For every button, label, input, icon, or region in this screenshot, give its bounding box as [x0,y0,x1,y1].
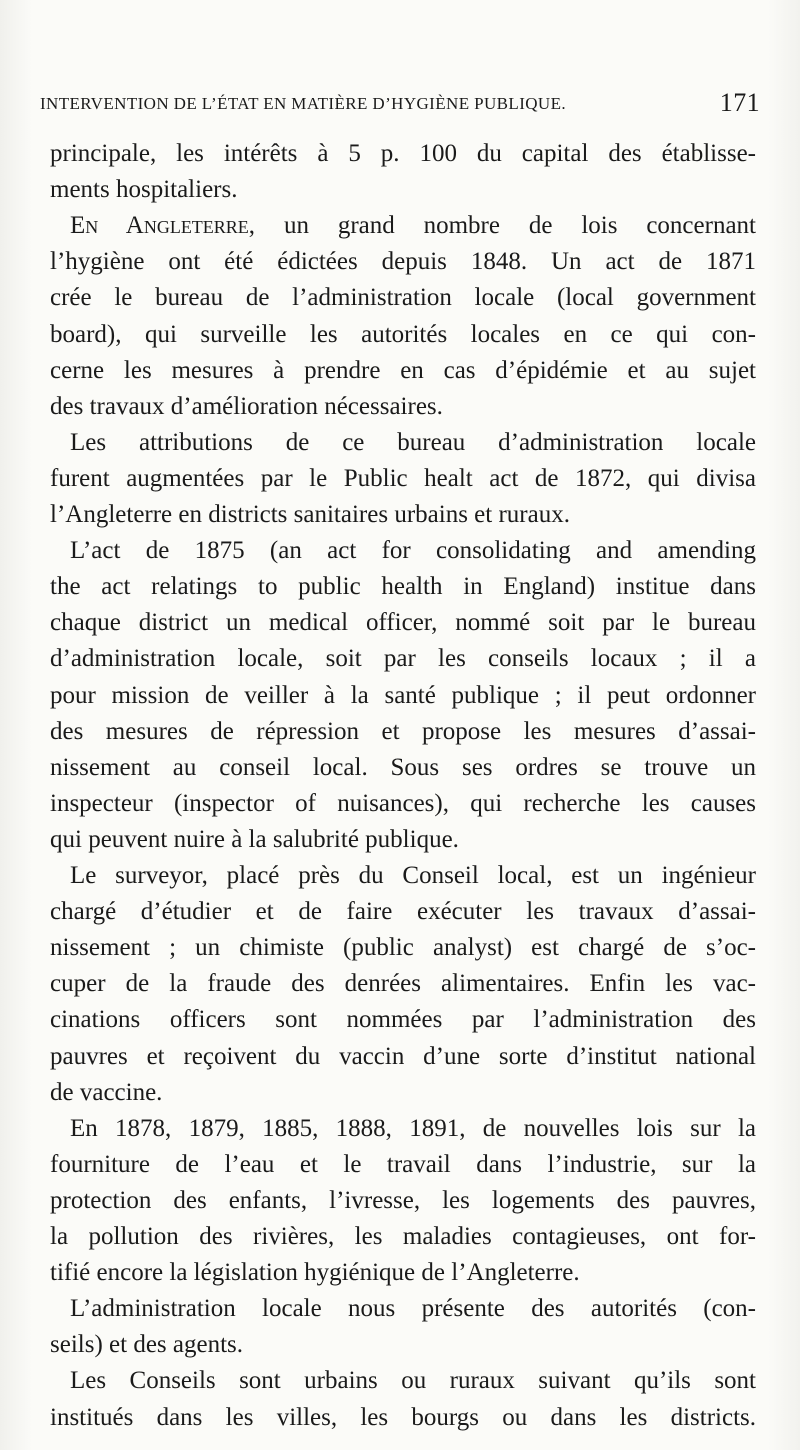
text-line: nissement ; un chimiste (public analyst) est chargé de s’oc- [50,934,756,962]
text-line: tifié encore la législation hygiénique de l’Angleterre. [50,1259,580,1287]
text-line: the act relatings to public health in England) institue dans [50,573,756,601]
text-line: furent augmentées par le Public healt act de 1872, qui divisa [50,464,756,492]
text-line: En Angleterre, un grand nombre de lois concernant [70,212,756,240]
text-line: de vaccine. [50,1078,163,1106]
text-line: nissement au conseil local. Sous ses ordres se trouve un [50,753,756,781]
text-line: qui peuvent nuire à la salubrité publique. [50,825,459,853]
text-line: d’administration locale, soit par les conseils locaux ; il a [50,645,756,673]
text-line: Les Conseils sont urbains ou ruraux suivant qu’ils sont [70,1367,756,1395]
text-line: Les attributions de ce bureau d’administration locale [70,428,756,456]
text-line: l’hygiène ont été édictées depuis 1848. Un act de 1871 [50,248,756,276]
text-line: pour mission de veiller à la santé publique ; il peut ordonner [50,681,756,709]
text-line: L’administration locale nous présente des autorités (con- [70,1295,756,1323]
text-line: ments hospitaliers. [50,176,238,204]
text-line: principale, les intérêts à 5 p. 100 du capital des établisse- [50,140,756,167]
text-line: institués dans les villes, les bourgs ou dans les districts. [50,1403,756,1431]
text-line: cuper de la fraude des denrées alimentaires. Enfin les vac- [50,970,756,998]
text-line: En 1878, 1879, 1885, 1888, 1891, de nouvelles lois sur la [70,1114,756,1142]
text-line: l’Angleterre en districts sanitaires urbains et ruraux. [50,501,570,528]
page-number: 171 [719,88,760,117]
text-line: pauvres et reçoivent du vaccin d’une sorte d’institut national [50,1042,756,1070]
text-line: chargé d’étudier et de faire exécuter les travaux d’assai- [50,898,756,926]
text-line: cinations officers sont nommées par l’administration des [50,1006,756,1034]
text-line: seils) et des agents. [50,1331,244,1359]
text-line: protection des enfants, l’ivresse, les logements des pauvres, [50,1186,756,1214]
text-line: crée le bureau de l’administration locale (local government [50,284,756,312]
text-line: board), qui surveille les autorités locales en ce qui con- [50,320,756,348]
text-line: fourniture de l’eau et le travail dans l’industrie, sur la [50,1150,756,1178]
running-header [40,88,760,122]
text-line: la pollution des rivières, les maladies contagieuses, ont for- [50,1223,756,1250]
text-line: Le surveyor, placé près du Conseil local, est un ingénieur [70,862,756,889]
text-line: inspecteur (inspector of nuisances), qui recherche les causes [50,789,756,817]
text-line: des mesures de répression et propose les mesures d’assai- [50,717,756,745]
text-line: chaque district un medical officer, nommé soit par le bureau [50,609,756,637]
text-line: cerne les mesures à prendre en cas d’épidémie et au sujet [50,356,756,384]
text-line: L’act de 1875 (an act for consolidating and amending [70,537,756,565]
header-title: INTERVENTION DE L’ÉTAT EN MATIÈRE D’HYGIÈNE PUBLIQUE. [40,94,567,113]
text-line: des travaux d’amélioration nécessaires. [50,392,443,420]
